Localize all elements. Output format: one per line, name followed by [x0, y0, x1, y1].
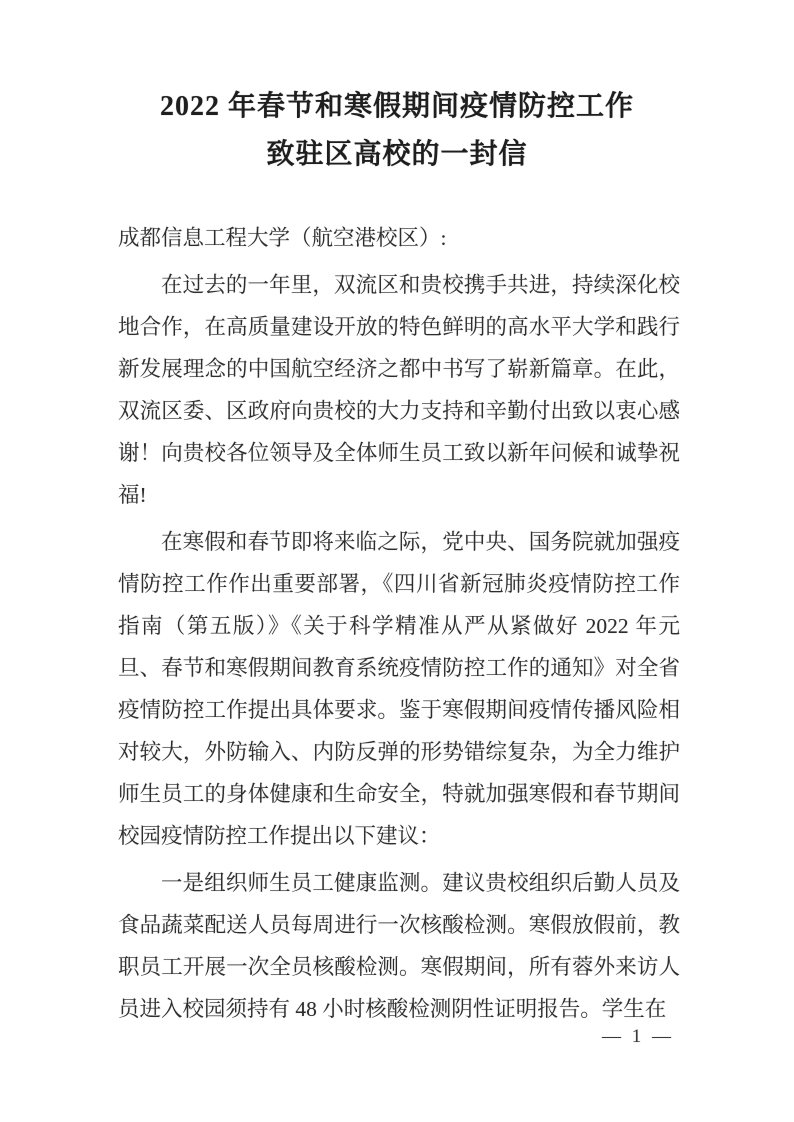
document-title: [0, 0, 794, 179]
letter-body: [118, 217, 680, 1030]
paragraph-policy-context: 在寒假和春节即将来临之际，党中央、国务院就加强疫情防控工作作出重要部署，《四川省新冠肺炎疫情防控工作指南（第五版）》《关于科学精准从严从紧做好 2022 年元旦、春节和寒假期间教育系统疫情防控工作的通知》对全省疫情防控工作提出具体要求。鉴于寒假期间疫情传播风险相对较大，外防输入、内防反弹的形势错综复杂，为全力维护师生员工的身体健康和生命安全，特就加强寒假和春节期间校园疫情防控工作提出以下建议：: [118, 530, 680, 848]
document-title-line-2: 致驻区高校的一封信: [266, 139, 528, 170]
page-number: — 1 —: [602, 1026, 674, 1047]
paragraph-greeting-review: 在过去的一年里，双流区和贵校携手共进，持续深化校地合作，在高质量建设开放的特色鲜明的高水平大学和践行新发展理念的中国航空经济之都中书写了崭新篇章。在此，双流区委、区政府向贵校的大力支持和辛勤付出致以衷心感谢！向贵校各位领导及全体师生员工致以新年问候和诚挚祝福!: [118, 273, 680, 507]
salutation: 成都信息工程大学（航空港校区）:: [118, 226, 447, 250]
paragraph-suggestion-one: 一是组织师生员工健康监测。建议贵校组织后勤人员及食品蔬菜配送人员每周进行一次核酸检测。寒假放假前，教职员工开展一次全员核酸检测。寒假期间，所有蓉外来访人员进入校园须持有 48 小时核酸检测阴性证明报告。学生在: [118, 871, 680, 1021]
document-title-line-1: 2022 年春节和寒假期间疫情防控工作: [159, 91, 634, 122]
